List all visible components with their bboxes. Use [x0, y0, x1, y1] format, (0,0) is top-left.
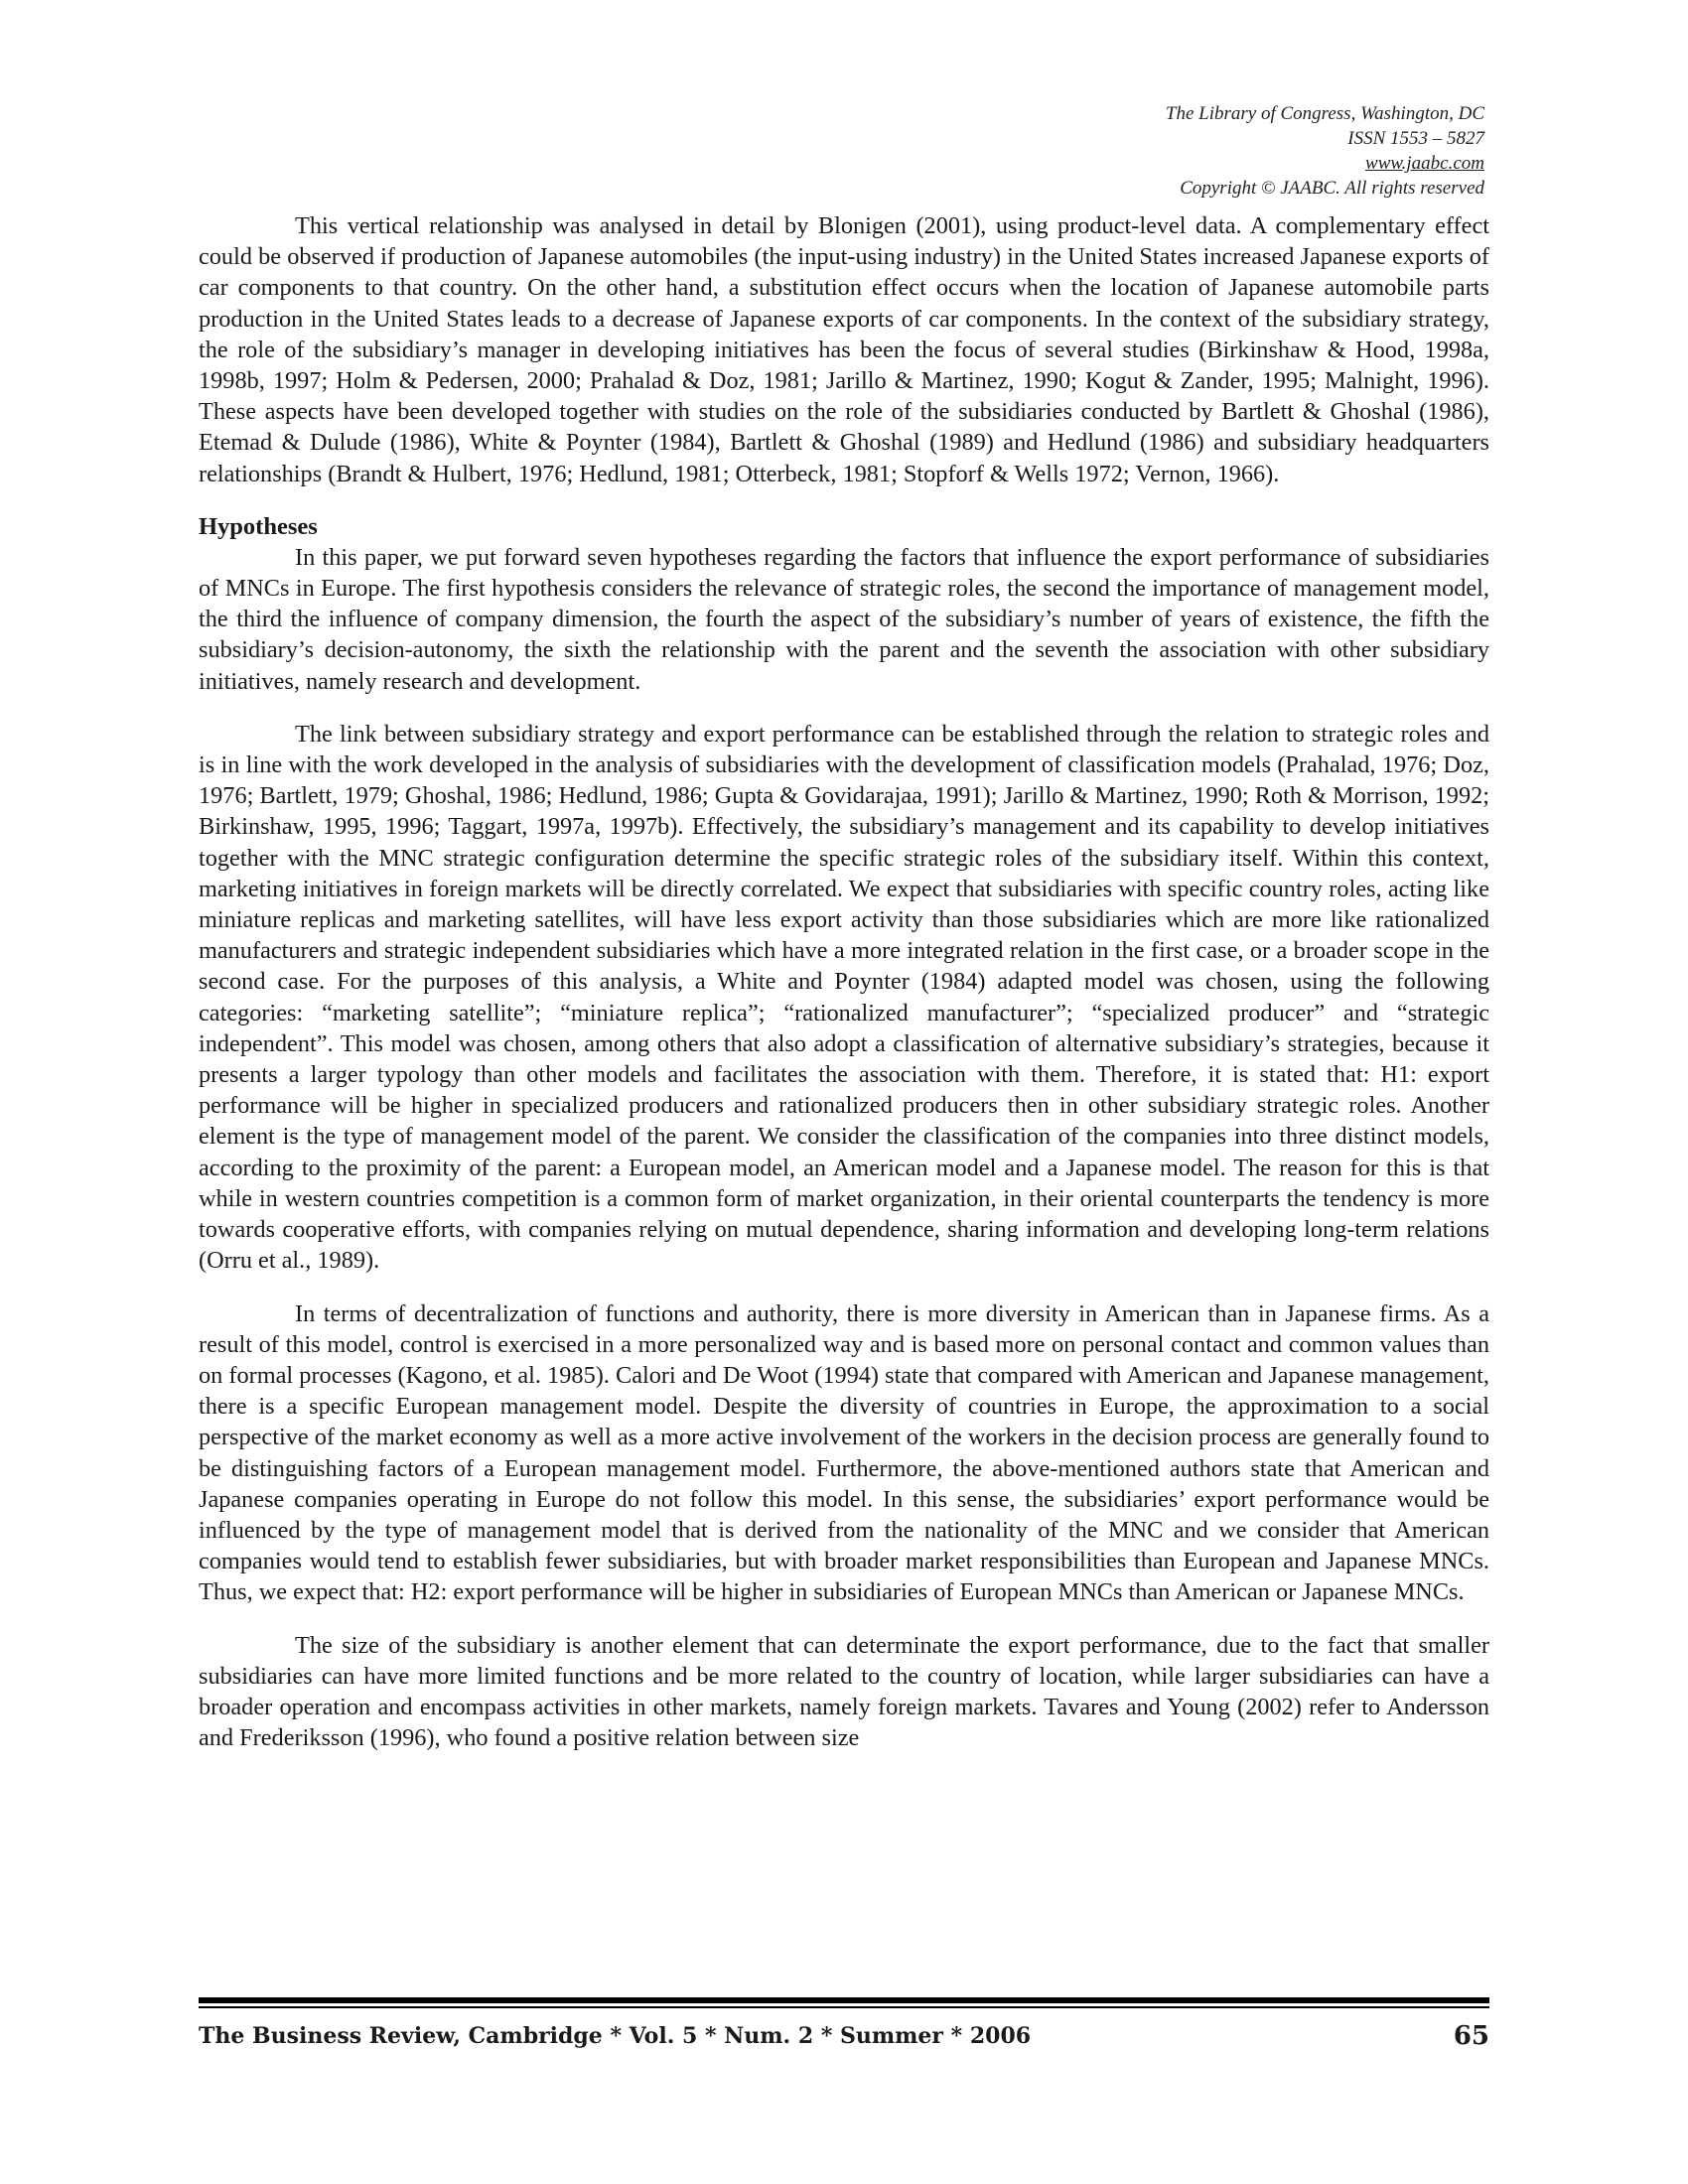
paragraph-3: The link between subsidiary strategy and export performance can be established through the relation to strategic roles and is in line with the work developed in the analysis of subsidiaries with the development of classification models (Prahalad, 1976; Doz, 1976; Bartlett, 1979; Ghoshal, 1986; Hedlund, 1986; Gupta & Govidarajaa, 1991); Jarillo & Martinez, 1990; Roth & Morrison, 1992; Birkinshaw, 1995, 1996; Taggart, 1997a, 1997b). Effectively, the subsidiary’s management and its capability to develop initiatives together with the MNC strategic configuration determine the specific strategic roles of the subsidiary itself. Within this context, marketing initiatives in foreign markets will be directly correlated. We expect that subsidiaries with specific country roles, acting like miniature replicas and marketing satellites, will have less export activity than those subsidiaries which are more like rationalized manufacturers and strategic independent subsidiaries which have a more integrated relation in the first case, or a broader scope in the second case. For the purposes of this analysis, a White and Poynter (1984) adapted model was chosen, using the following categories: “marketing satellite”; “miniature replica”; “rationalized manufacturer”; “specialized producer” and “strategic independent”. This model was chosen, among others that also adopt a classification of alternative subsidiary’s strategies, because it presents a larger typology than other models and facilitates the association with them. Therefore, it is stated that: H1: export performance will be higher in specialized producers and rationalized producers then in other subsidiary strategic roles. Another element is the type of management model of the parent. We consider the classification of the companies into three distinct models, according to the proximity of the parent: a European model, an American model and a Japanese model. The reason for this is that while in western countries competition is a common form of market organization, in their oriental counterparts the tendency is more towards cooperative efforts, with companies relying on mutual dependence, sharing information and developing long-term relations (Orru et al., 1989).	[199, 720, 1489, 1275]
paragraph-2: In this paper, we put forward seven hypotheses regarding the factors that influence the export performance of subsidiaries of MNCs in Europe. The first hypothesis considers the relevance of strategic roles, the second the importance of management model, the third the influence of company dimension, the fourth the aspect of the subsidiary’s number of years of existence, the fifth the subsidiary’s decision-autonomy, the sixth the relationship with the parent and the seventh the association with other subsidiary initiatives, namely research and development.	[199, 543, 1489, 695]
section-heading-hypotheses: Hypotheses	[199, 512, 318, 540]
paragraph-5: The size of the subsidiary is another element that can determinate the export performance, due to the fact that smaller subsidiaries can have more limited functions and be more related to the country of location, while larger subsidiaries can have a broader operation and encompass activities in other markets, namely foreign markets. Tavares and Young (2002) refer to Andersson and Frederiksson (1996), who found a positive relation between size	[199, 1631, 1489, 1752]
footer-journal: The Business Review, Cambridge * Vol. 5 * Num. 2 * Summer * 2006	[199, 2023, 1032, 2049]
header-website-link[interactable]: www.jaabc.com	[1365, 153, 1484, 174]
header-copyright: Copyright © JAABC. All rights reserved	[1180, 178, 1484, 199]
header-library: The Library of Congress, Washington, DC	[1165, 103, 1484, 124]
footer-rule-thick	[199, 1997, 1489, 2003]
paragraph-4: In terms of decentralization of functions and authority, there is more diversity in American than in Japanese firms. As a result of this model, control is exercised in a more personalized way and is based more on personal contact and common values than on formal processes (Kagono, et al. 1985). Calori and De Woot (1994) state that compared with American and Japanese management, there is a specific European management model. Despite the diversity of countries in Europe, the approximation to a social perspective of the market economy as well as a more active involvement of the workers in the decision process are generally found to be distinguishing factors of a European management model. Furthermore, the above-mentioned authors state that American and Japanese companies operating in Europe do not follow this model. In this sense, the subsidiaries’ export performance would be influenced by the type of management model that is derived from the nationality of the MNC and we consider that American companies would tend to establish fewer subsidiaries, but with broader market responsibilities than European and Japanese MNCs. Thus, we expect that: H2: export performance will be higher in subsidiaries of European MNCs than American or Japanese MNCs.	[199, 1299, 1489, 1606]
running-footer	[199, 2021, 1489, 2051]
article-body	[199, 210, 1489, 1753]
page-number: 65	[1453, 2021, 1489, 2051]
running-header	[1166, 101, 1484, 201]
header-issn: ISSN 1553 – 5827	[1347, 128, 1484, 149]
footer-rule-thin	[199, 2006, 1489, 2008]
paragraph-1: This vertical relationship was analysed in detail by Blonigen (2001), using product-level data. A complementary effect could be observed if production of Japanese automobiles (the input-using industry) in the United States increased Japanese exports of car components to that country. On the other hand, a substitution effect occurs when the location of Japanese automobile parts production in the United States leads to a decrease of Japanese exports of car components. In the context of the subsidiary strategy, the role of the subsidiary’s manager in developing initiatives has been the focus of several studies (Birkinshaw & Hood, 1998a, 1998b, 1997; Holm & Pedersen, 2000; Prahalad & Doz, 1981; Jarillo & Martinez, 1990; Kogut & Zander, 1995; Malnight, 1996). These aspects have been developed together with studies on the role of the subsidiaries conducted by Bartlett & Ghoshal (1986), Etemad & Dulude (1986), White & Poynter (1984), Bartlett & Ghoshal (1989) and Hedlund (1986) and subsidiary headquarters relationships (Brandt & Hulbert, 1976; Hedlund, 1981; Otterbeck, 1981; Stopforf & Wells 1972; Vernon, 1966).	[199, 212, 1489, 487]
